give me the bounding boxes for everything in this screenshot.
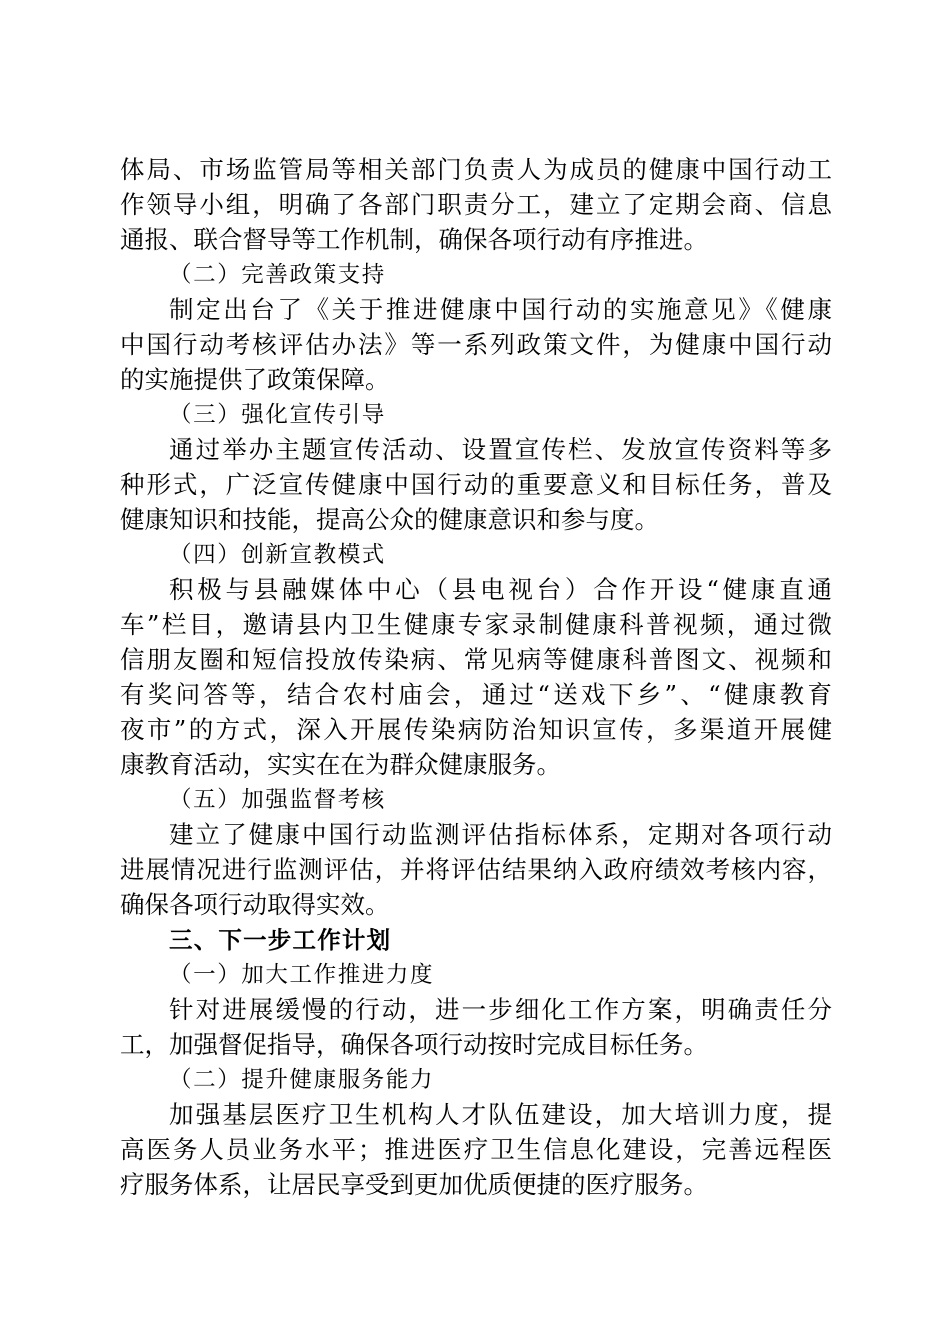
body-line: 车”栏目，邀请县内卫生健康专家录制健康科普视频，通过微: [120, 610, 832, 639]
body-line: 建立了健康中国行动监测评估指标体系，定期对各项行动: [169, 820, 832, 849]
body-line: 针对进展缓慢的行动，进一步细化工作方案，明确责任分: [169, 995, 832, 1024]
body-line: 有奖问答等，结合农村庙会，通过“送戏下乡”、“健康教育: [120, 680, 832, 709]
body-line: 夜市”的方式，深入开展传染病防治知识宣传，多渠道开展健: [120, 715, 832, 744]
body-line: 积极与县融媒体中心（县电视台）合作开设“健康直通: [169, 575, 832, 604]
body-line: 健康知识和技能，提高公众的健康意识和参与度。: [120, 505, 659, 534]
body-line: 疗服务体系，让居民享受到更加优质便捷的医疗服务。: [120, 1170, 708, 1199]
subheading-publicity: （三）强化宣传引导: [169, 402, 386, 428]
body-line: 通过举办主题宣传活动、设置宣传栏、发放宣传资料等多: [169, 435, 832, 464]
subheading-supervision: （五）加强监督考核: [169, 787, 386, 813]
subheading-education-mode: （四）创新宣教模式: [169, 542, 386, 568]
subheading-policy-support: （二）完善政策支持: [169, 262, 386, 288]
body-line: 工，加强督促指导，确保各项行动按时完成目标任务。: [120, 1030, 708, 1059]
section-heading-next-plan: 三、下一步工作计划: [169, 926, 392, 954]
body-line: 作领导小组，明确了各部门职责分工，建立了定期会商、信息: [120, 190, 832, 219]
body-line: 的实施提供了政策保障。: [120, 365, 390, 394]
body-line: 种形式，广泛宣传健康中国行动的重要意义和目标任务，普及: [120, 470, 832, 499]
body-line: 进展情况进行监测评估，并将评估结果纳入政府绩效考核内容，: [120, 855, 832, 884]
body-line: 中国行动考核评估办法》等一系列政策文件，为健康中国行动: [120, 330, 832, 359]
body-line: 制定出台了《关于推进健康中国行动的实施意见》《健康: [169, 295, 832, 324]
body-line: 康教育活动，实实在在为群众健康服务。: [120, 750, 561, 779]
body-line: 高医务人员业务水平；推进医疗卫生信息化建设，完善远程医: [120, 1135, 832, 1164]
body-line: 信朋友圈和短信投放传染病、常见病等健康科普图文、视频和: [120, 645, 832, 674]
body-line: 体局、市场监管局等相关部门负责人为成员的健康中国行动工: [120, 155, 832, 184]
body-line: 加强基层医疗卫生机构人才队伍建设，加大培训力度，提: [169, 1100, 832, 1129]
body-line: 通报、联合督导等工作机制，确保各项行动有序推进。: [120, 225, 708, 254]
body-line: 确保各项行动取得实效。: [120, 890, 390, 919]
subheading-service-capacity: （二）提升健康服务能力: [169, 1067, 435, 1093]
subheading-push-forward: （一）加大工作推进力度: [169, 962, 435, 988]
